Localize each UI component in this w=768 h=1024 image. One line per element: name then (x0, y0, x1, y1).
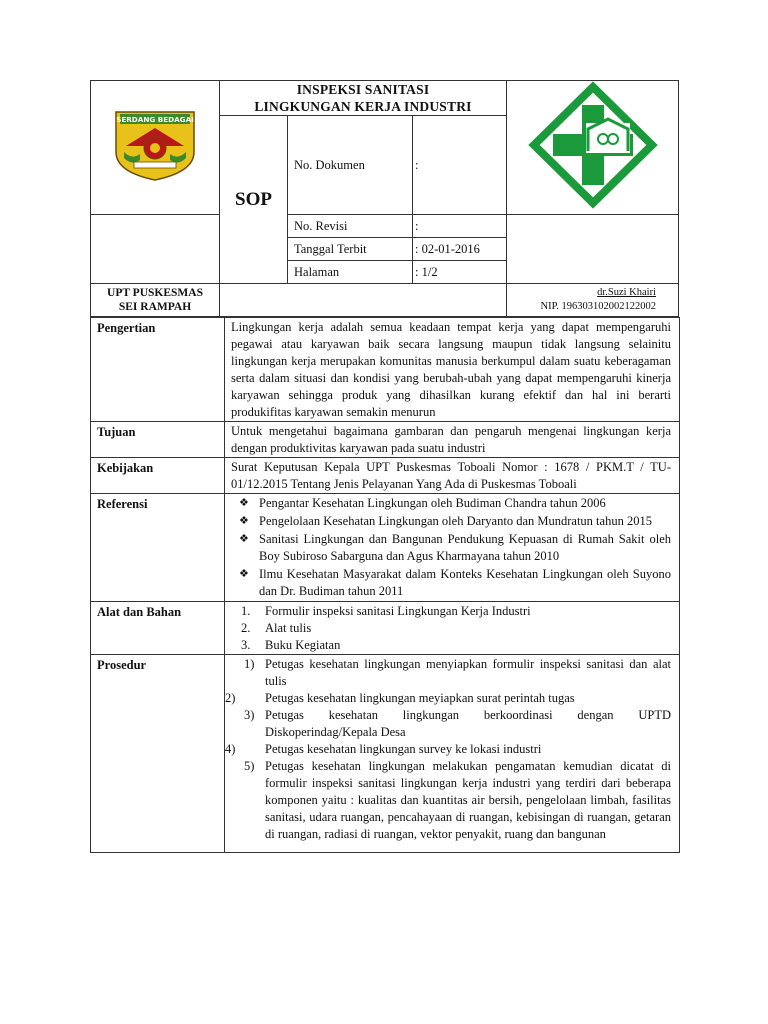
row-alat-bahan (91, 602, 680, 655)
step-number: 3) (244, 708, 255, 722)
label-kebijakan: Kebijakan (91, 458, 225, 494)
org-line-2: SEI RAMPAH (118, 301, 192, 313)
sop-body-table (90, 317, 680, 853)
row-referensi (91, 494, 680, 602)
referensi-item-text: Pengelolaan Kesehatan Lingkungan oleh Daryanto dan Mundratun tahun 2015 (259, 514, 652, 528)
content-pengertian (225, 318, 680, 422)
sop-header-table (90, 80, 679, 317)
meta-value-no-dokumen: : (413, 116, 507, 215)
label-referensi: Referensi (91, 494, 225, 602)
list-item (231, 531, 671, 565)
alat-list (231, 603, 671, 654)
item-number: 2. (241, 621, 251, 635)
meta-label-no-revisi: No. Revisi (288, 215, 413, 238)
step-text: Petugas kesehatan lingkungan menyiapkan formulir inspeksi sanitasi dan alat tulis (265, 657, 671, 688)
item-number: 1. (241, 604, 251, 618)
content-prosedur (225, 655, 680, 853)
step-number: 1) (244, 657, 255, 671)
content-tujuan (225, 422, 680, 458)
list-item (225, 741, 671, 758)
meta-label-halaman: Halaman (288, 261, 413, 284)
step-number: 2) (225, 691, 236, 705)
meta-value-tanggal-terbit: : 02-01-2016 (413, 238, 507, 261)
list-item (225, 690, 671, 707)
title-line-2: LINGKUNGAN KERJA INDUSTRI (254, 99, 472, 114)
step-text: Petugas kesehatan lingkungan melakukan pengamatan kemudian dicatat di formulir inspeksi sanitasi lingkungan kerja industri yang terdiri dari beberapa komponen yaitu : kualitas dan kuantitas air bersih, pengelolaan limbah, fasilitas sanitasi, udara ruangan, pencahayaan di ruangan, kebisingan di ruangan, getaran di ruangan, radiasi di ruangan, vektor penyakit, ruang dan bangunan (265, 759, 671, 841)
org-spacer-cell (220, 284, 507, 317)
list-item (231, 566, 671, 600)
content-alat-bahan (225, 602, 680, 655)
signature-block (507, 284, 679, 317)
tujuan-text: Untuk mengetahui bagaimana gambaran dan pengaruh mengenai lingkungan kerja dengan produktivitas karyawan pada suatu industri (231, 424, 671, 455)
alat-item-text: Buku Kegiatan (265, 638, 341, 652)
alat-item-text: Alat tulis (265, 621, 312, 635)
signer-nip: NIP. 196303102002122002 (540, 301, 656, 312)
meta-value-halaman: : 1/2 (413, 261, 507, 284)
row-kebijakan (91, 458, 680, 494)
kemkes-logo-icon (528, 81, 658, 209)
referensi-item-text: Pengantar Kesehatan Lingkungan oleh Budiman Chandra tahun 2006 (259, 496, 606, 510)
list-item (231, 513, 671, 530)
regency-logo-icon (110, 108, 200, 182)
list-item (231, 707, 671, 741)
list-item (231, 495, 671, 512)
regency-logo-text: SERDANG BEDAGAI (116, 115, 194, 124)
title-line-1: INSPEKSI SANITASI (296, 82, 430, 97)
prosedur-list (225, 656, 671, 843)
label-prosedur: Prosedur (91, 655, 225, 853)
step-text: Petugas kesehatan lingkungan survey ke lokasi industri (265, 742, 542, 756)
label-alat-bahan: Alat dan Bahan (91, 602, 225, 655)
list-item (231, 620, 671, 637)
kemkes-logo-cell (507, 81, 679, 215)
list-item (231, 603, 671, 620)
pengertian-text: Lingkungan kerja adalah semua keadaan tempat kerja yang dapat mempengaruhi pegawai atau karyawan baik secara langsung maupun tidak langsung selainitu lingkungan kerja merupakan komunitas manusia berkumpul dalam suatu keberagaman serta dalam situasi dan kondisi yang berubah-ubah yang dapat mempengaruhi kinerja karyawan sehingga produk yang dihasilkan kurang efektif dan hal ini berarti produkifitas karyawan semakin menurun (231, 320, 671, 419)
label-tujuan: Tujuan (91, 422, 225, 458)
logo-cell-lower (91, 215, 220, 284)
step-number: 4) (225, 742, 236, 756)
meta-label-no-dokumen: No. Dokumen (288, 116, 413, 215)
list-item (231, 656, 671, 690)
diamond-bullet-icon: ❖ (239, 515, 249, 527)
alat-item-text: Formulir inspeksi sanitasi Lingkungan Kerja Industri (265, 604, 531, 618)
row-pengertian (91, 318, 680, 422)
document-title (220, 81, 507, 116)
sop-label: SOP (220, 116, 288, 284)
diamond-bullet-icon: ❖ (239, 568, 249, 580)
meta-label-tanggal-terbit: Tanggal Terbit (288, 238, 413, 261)
diamond-bullet-icon: ❖ (239, 497, 249, 509)
organization-name (91, 284, 220, 317)
referensi-item-text: Sanitasi Lingkungan dan Bangunan Pendukung Kepuasan di Rumah Sakit oleh Boy Subiroso Sabarguna dan Agus Kharmayana tahun 2010 (259, 532, 671, 563)
diamond-bullet-icon: ❖ (239, 533, 249, 545)
list-item (231, 637, 671, 654)
row-prosedur (91, 655, 680, 853)
meta-value-no-revisi: : (413, 215, 507, 238)
content-kebijakan (225, 458, 680, 494)
kebijakan-text: Surat Keputusan Kepala UPT Puskesmas Toboali Nomor : 1678 / PKM.T / TU-01/12.2015 Tentang Jenis Pelayanan Yang Ada di Puskesmas Toboali (231, 460, 671, 491)
step-text: Petugas kesehatan lingkungan meyiapkan surat perintah tugas (265, 691, 575, 705)
signer-name: dr.Suzi Khairi (597, 287, 656, 298)
referensi-item-text: Ilmu Kesehatan Masyarakat dalam Konteks Kesehatan Lingkungan oleh Suyono dan Dr. Budiman tahun 2011 (259, 567, 671, 598)
kemkes-cell-lower (507, 215, 679, 284)
label-pengertian: Pengertian (91, 318, 225, 422)
org-line-1: UPT PUSKESMAS (107, 287, 203, 299)
item-number: 3. (241, 638, 251, 652)
referensi-list (231, 495, 671, 600)
row-tujuan (91, 422, 680, 458)
regency-logo-cell (91, 81, 220, 215)
step-text: Petugas kesehatan lingkungan berkoordinasi dengan UPTD Diskoperindag/Kepala Desa (265, 708, 671, 739)
step-number: 5) (244, 759, 255, 773)
content-referensi (225, 494, 680, 602)
list-item (231, 758, 671, 843)
